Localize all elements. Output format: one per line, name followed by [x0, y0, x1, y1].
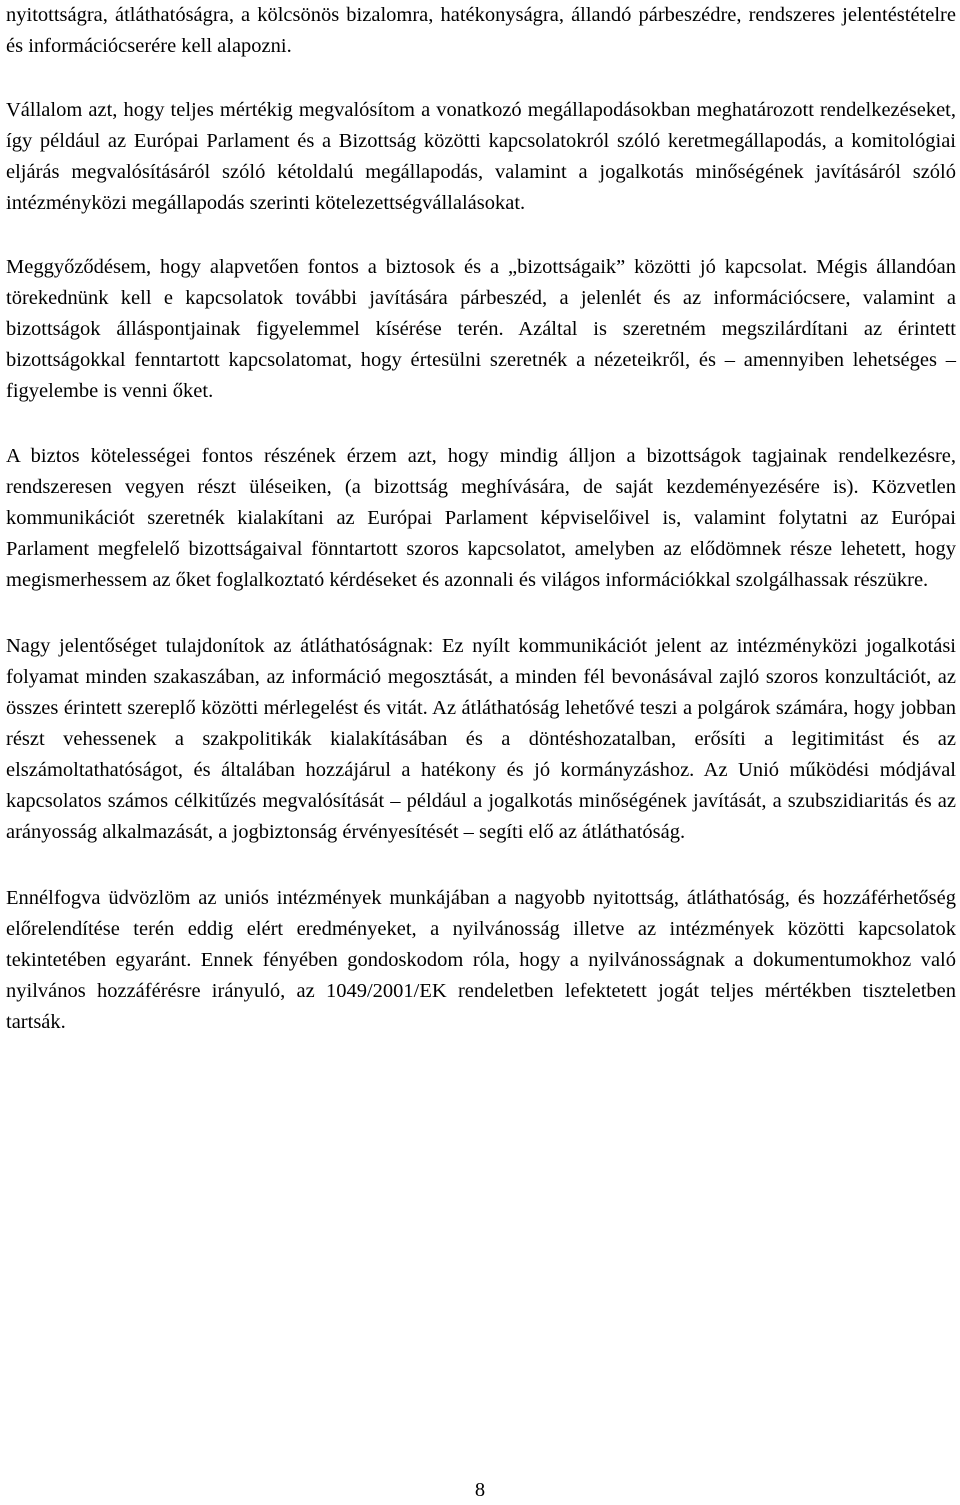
paragraph-4: A biztos kötelességei fontos részének érzem azt, hogy mindig álljon a bizottságok tagjainak rendelkezésre, rendszeresen vegyen részt üléseiken, (a bizottság meghívására, de saját kezdeményezésére is). Közvetlen kommunikációt szeretnék kialakítani az Európai Parlament képviselőivel is, valamint folytatni az Európai Parlament megfelelő bizottságaival fönntartott szoros kapcsolatot, amelyben az elődömnek része lehetett, hogy megismerhessem az őket foglalkoztató kérdéseket és azonnali és világos információkkal szolgálhassak részükre. [6, 445, 956, 591]
paragraph-5: Nagy jelentőséget tulajdonítok az átláthatóságnak: Ez nyílt kommunikációt jelent az intézményközi jogalkotási folyamat minden szakaszában, az információ megosztását, a minden fél bevonásával zajló szoros konzultációt, az összes érintett szereplő közötti mérlegelést és vitát. Az átláthatóság lehetővé teszi a polgárok számára, hogy jobban részt vehessenek a szakpolitikák kialakításában és a döntéshozatalban, erősíti a legitimitást és az elszámoltathatóságot, és általában hozzájárul a hatékony és jó kormányzáshoz. Az Unió működési módjával kapcsolatos számos célkitűzés megvalósítását – például a jogalkotás minőségének javítását, a szubszidiaritás és az arányosság alkalmazását, a jogbiztonság érvényesítését – segíti elő az átláthatóság. [6, 635, 956, 843]
paragraph-1: nyitottságra, átláthatóságra, a kölcsönös bizalomra, hatékonyságra, állandó párbeszédre, rendszeres jelentéstételre és információcserére kell alapozni. [6, 4, 956, 57]
document-page [6, 0, 956, 1038]
paragraph-6: Ennélfogva üdvözlöm az uniós intézmények munkájában a nagyobb nyitottság, átláthatóság, és hozzáférhetőség előrelendítése terén eddig elért eredményeket, a nyilvánosság illetve az intézmények közötti kapcsolatok tekintetében egyaránt. Ennek fényében gondoskodom róla, hogy a nyilvánosságnak a dokumentumokhoz való nyilvános hozzáférésre irányuló, az 1049/2001/EK rendeletben lefektetett jogát teljes mértékben tiszteletben tartsák. [6, 887, 956, 1033]
page-number: 8 [474, 1479, 486, 1501]
paragraph-3: Meggyőződésem, hogy alapvetően fontos a biztosok és a „bizottságaik” közötti jó kapcsolat. Mégis állandóan törekednünk kell e kapcsolatok további javítására párbeszéd, a jelenlét és az információcsere, valamint a bizottságok álláspontjainak figyelemmel kísérése terén. Azáltal is szeretném megszilárdítani az érintett bizottságokkal fenntartott kapcsolatomat, hogy értesülni szeretnék a nézeteikről, és – amennyiben lehetséges – figyelembe is venni őket. [6, 256, 956, 402]
paragraph-2: Vállalom azt, hogy teljes mértékig megvalósítom a vonatkozó megállapodásokban meghatározott rendelkezéseket, így például az Európai Parlament és a Bizottság közötti kapcsolatokról szóló keretmegállapodás, a komitológiai eljárás megvalósításáról szóló kétoldalú megállapodás, valamint a jogalkotás minőségének javításáról szóló intézményközi megállapodás szerinti kötelezettségvállalásokat. [6, 99, 956, 214]
